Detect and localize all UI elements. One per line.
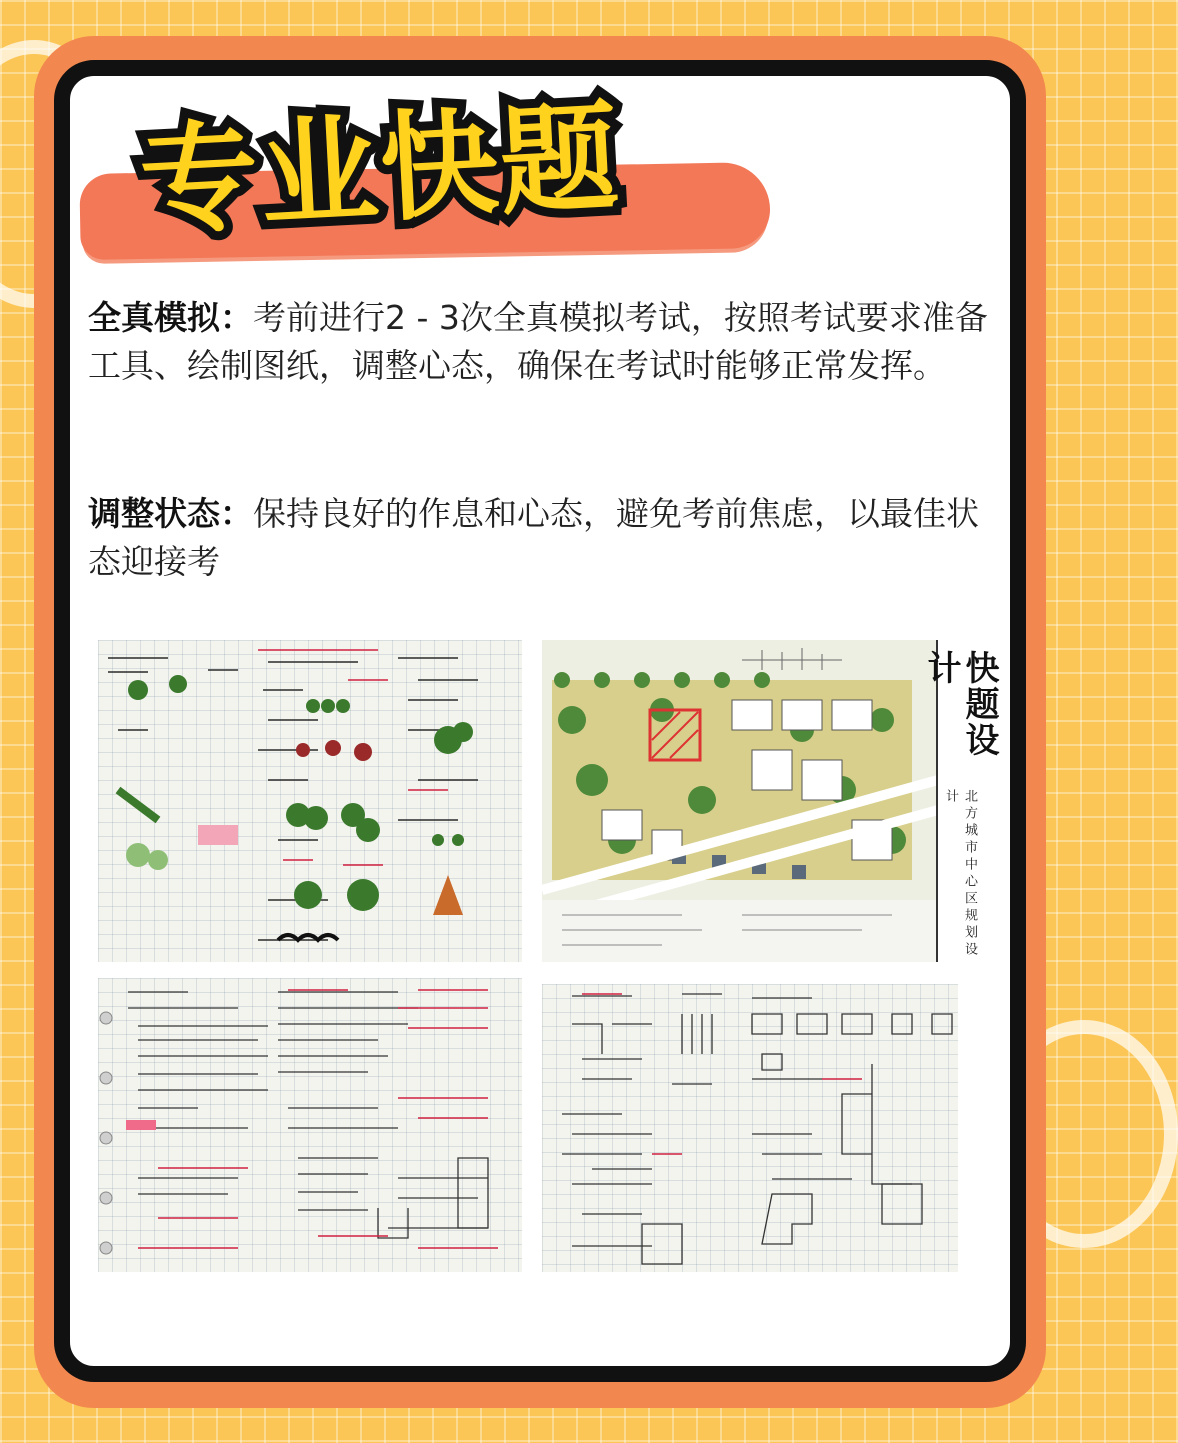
urban-plan-drawing-image <box>542 640 999 962</box>
paragraph-heading: 调整状态： <box>88 494 253 533</box>
handwritten-notes-right-image <box>542 984 958 1272</box>
plan-title: 快题设计 <box>921 650 999 758</box>
handwritten-notes-left-image <box>98 978 522 1272</box>
plan-subtitle: 北方城市中心区规划设计 <box>943 789 977 960</box>
plan-title-strip <box>921 640 999 962</box>
paragraph-heading: 全真模拟： <box>88 298 253 337</box>
page-title: 专业快题 <box>136 87 624 251</box>
paragraph-simulation <box>88 294 988 390</box>
sketch-notes-plants-image <box>98 640 522 962</box>
paragraph-body: 保持良好的作息和心态，避免考前焦虑，以最佳状态迎接考 <box>88 494 979 581</box>
paragraph-body: 考前进行2 - 3次全真模拟考试，按照考试要求准备工具、绘制图纸，调整心态，确保在考试时能够正常发挥。 <box>88 298 988 385</box>
paragraph-state <box>88 490 988 586</box>
